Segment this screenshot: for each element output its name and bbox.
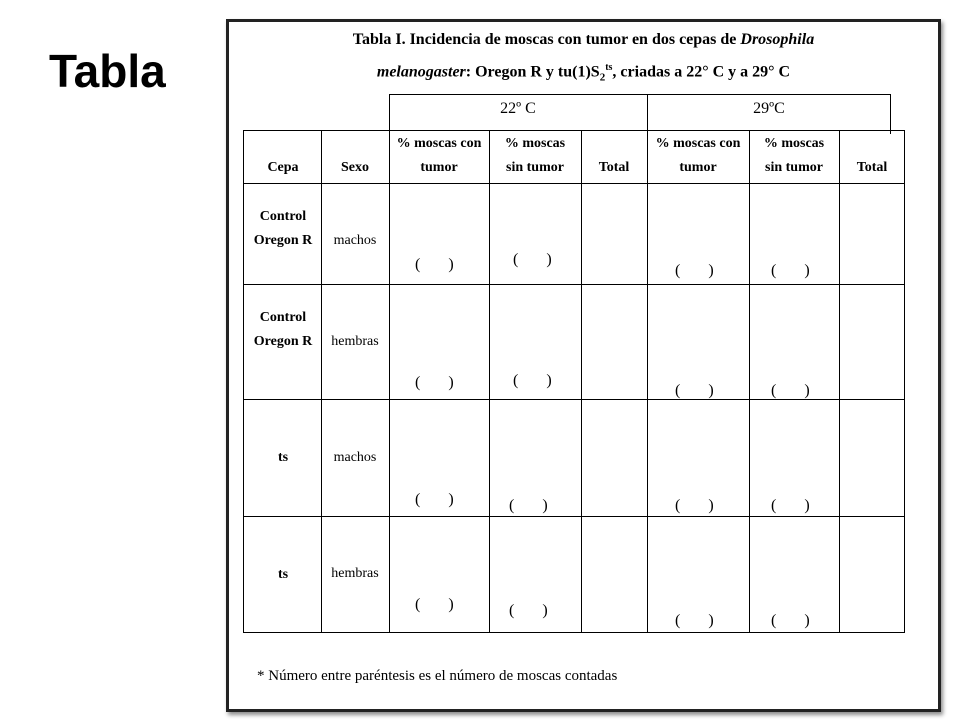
grid-h-5	[243, 632, 905, 633]
row-2-sexo: hembras	[331, 334, 379, 349]
grid-temp-top	[389, 94, 891, 95]
header-con-tumor-29-b: tumor	[679, 160, 717, 175]
grid-v-6	[749, 130, 750, 633]
caption-strains: : Oregon R y tu(1)S	[465, 63, 600, 81]
row-3-sin-tumor-29-count: ( )	[771, 497, 810, 514]
row-4-sin-tumor-22-count: ( )	[509, 602, 548, 619]
row-4-cepa: ts	[277, 567, 289, 582]
grid-h-4	[243, 516, 905, 517]
grid-h-1	[243, 183, 905, 184]
header-sin-tumor-22-b: sin tumor	[506, 160, 564, 175]
row-3-sexo: machos	[333, 450, 377, 465]
row-1-cepa-a: Control	[259, 209, 307, 224]
header-con-tumor-29-a: % moscas con	[655, 136, 741, 151]
row-3-sin-tumor-22-count: ( )	[509, 497, 548, 514]
row-4-sexo: hembras	[331, 566, 379, 581]
row-2-sin-tumor-22-count: ( )	[513, 372, 552, 389]
header-sin-tumor-29-b: sin tumor	[765, 160, 823, 175]
row-2-cepa-b: Oregon R	[253, 334, 313, 349]
row-1-con-tumor-22-count: ( )	[415, 256, 454, 273]
grid-v-8	[904, 130, 905, 633]
row-1-sin-tumor-29-count: ( )	[771, 262, 810, 279]
temp-22: 22º C	[500, 100, 536, 117]
grid-v-3	[489, 130, 490, 633]
row-1-sin-tumor-22-count: ( )	[513, 251, 552, 268]
header-cepa: Cepa	[267, 160, 299, 175]
caption-prefix: Tabla I. Incidencia de moscas con tumor en dos cepas de	[352, 31, 741, 48]
row-1-cepa-b: Oregon R	[253, 233, 313, 248]
table-image-frame	[226, 19, 941, 712]
grid-v-0	[243, 130, 244, 633]
caption-line-1	[229, 26, 938, 54]
row-1-sexo: machos	[333, 233, 377, 248]
header-total-29: Total	[856, 160, 888, 175]
temp-29: 29ºC	[753, 100, 785, 117]
caption-sup: ts	[605, 62, 613, 73]
header-con-tumor-22-b: tumor	[420, 160, 458, 175]
grid-v-2	[389, 130, 390, 633]
row-2-cepa-a: Control	[259, 310, 307, 325]
caption-sub: 2	[599, 71, 606, 84]
caption-line-2	[229, 54, 938, 92]
header-total-22: Total	[598, 160, 630, 175]
grid-v-5	[647, 130, 648, 633]
grid-v-7	[839, 130, 840, 633]
row-3-con-tumor-22-count: ( )	[415, 491, 454, 508]
table-caption	[229, 26, 938, 92]
grid-v-4	[581, 130, 582, 633]
row-3-con-tumor-29-count: ( )	[675, 497, 714, 514]
row-2-sin-tumor-29-count: ( )	[771, 382, 810, 399]
row-2-con-tumor-29-count: ( )	[675, 382, 714, 399]
row-4-sin-tumor-29-count: ( )	[771, 612, 810, 629]
table-footnote: * Número entre paréntesis es el número de moscas contadas	[257, 668, 618, 684]
row-3-cepa: ts	[277, 450, 289, 465]
header-sin-tumor-22-a: % moscas	[504, 136, 566, 151]
row-4-con-tumor-29-count: ( )	[675, 612, 714, 629]
row-2-con-tumor-22-count: ( )	[415, 374, 454, 391]
caption-species: melanogaster	[376, 63, 466, 81]
caption-genus: Drosophila	[740, 31, 815, 48]
grid-h-2	[243, 284, 905, 285]
header-sexo: Sexo	[341, 160, 369, 175]
row-1-con-tumor-29-count: ( )	[675, 262, 714, 279]
caption-temps: , criadas a 22° C y a 29° C	[612, 63, 791, 81]
grid-h-0	[243, 130, 905, 131]
grid-v-1	[321, 130, 322, 633]
slide-title: Tabla	[49, 45, 166, 97]
header-sin-tumor-29-a: % moscas	[763, 136, 825, 151]
header-con-tumor-22-a: % moscas con	[396, 136, 482, 151]
row-4-con-tumor-22-count: ( )	[415, 596, 454, 613]
